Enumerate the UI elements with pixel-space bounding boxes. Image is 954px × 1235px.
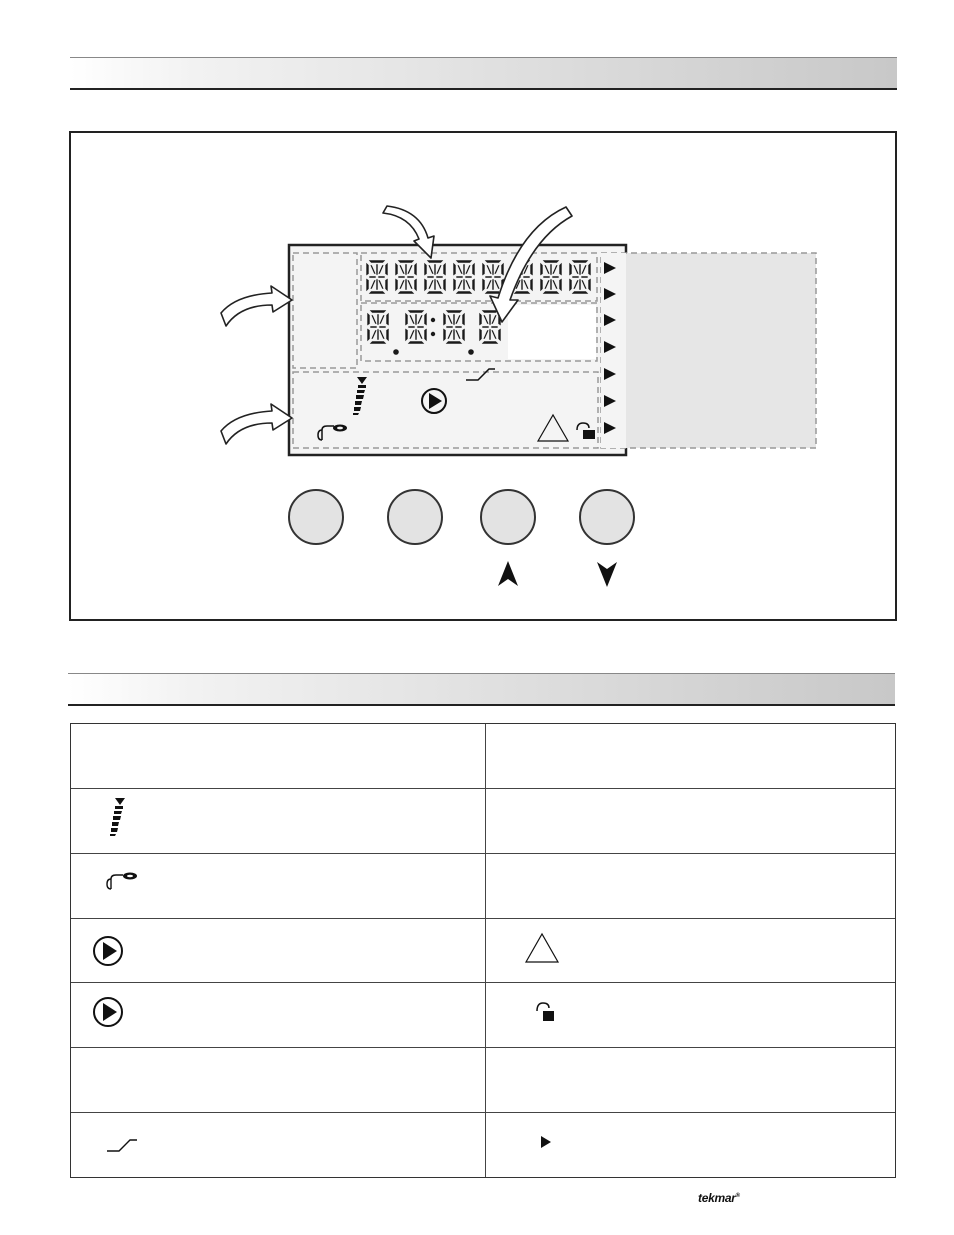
- unlock-icon: [535, 1001, 555, 1023]
- brand-mark: ®: [735, 1193, 740, 1199]
- burner-icon: [105, 869, 145, 893]
- table-row: [71, 789, 895, 854]
- warning-triangle-icon: [524, 932, 560, 964]
- down-button[interactable]: [580, 490, 634, 544]
- pump-icon: [92, 996, 124, 1028]
- brand-name: tekmar: [698, 1191, 736, 1205]
- table-row: [71, 854, 895, 919]
- table-row: [71, 1113, 895, 1177]
- section-header-bar-2: [68, 673, 895, 706]
- table-row: [71, 919, 895, 983]
- table-row: [71, 1048, 895, 1113]
- pump-icon: [92, 935, 124, 967]
- up-button[interactable]: [481, 490, 535, 544]
- stage-bars-icon: [109, 797, 129, 837]
- symbol-description-table: [70, 723, 896, 1178]
- mixing-curve-icon: [105, 1135, 141, 1155]
- up-arrow-icon: [497, 560, 519, 587]
- pointer-icon: [540, 1135, 552, 1149]
- menu-button-2[interactable]: [388, 490, 442, 544]
- table-row: [71, 983, 895, 1048]
- table-row: [71, 724, 895, 789]
- brand-logo: [698, 1191, 740, 1205]
- down-arrow-icon: [596, 561, 618, 588]
- menu-button-1[interactable]: [289, 490, 343, 544]
